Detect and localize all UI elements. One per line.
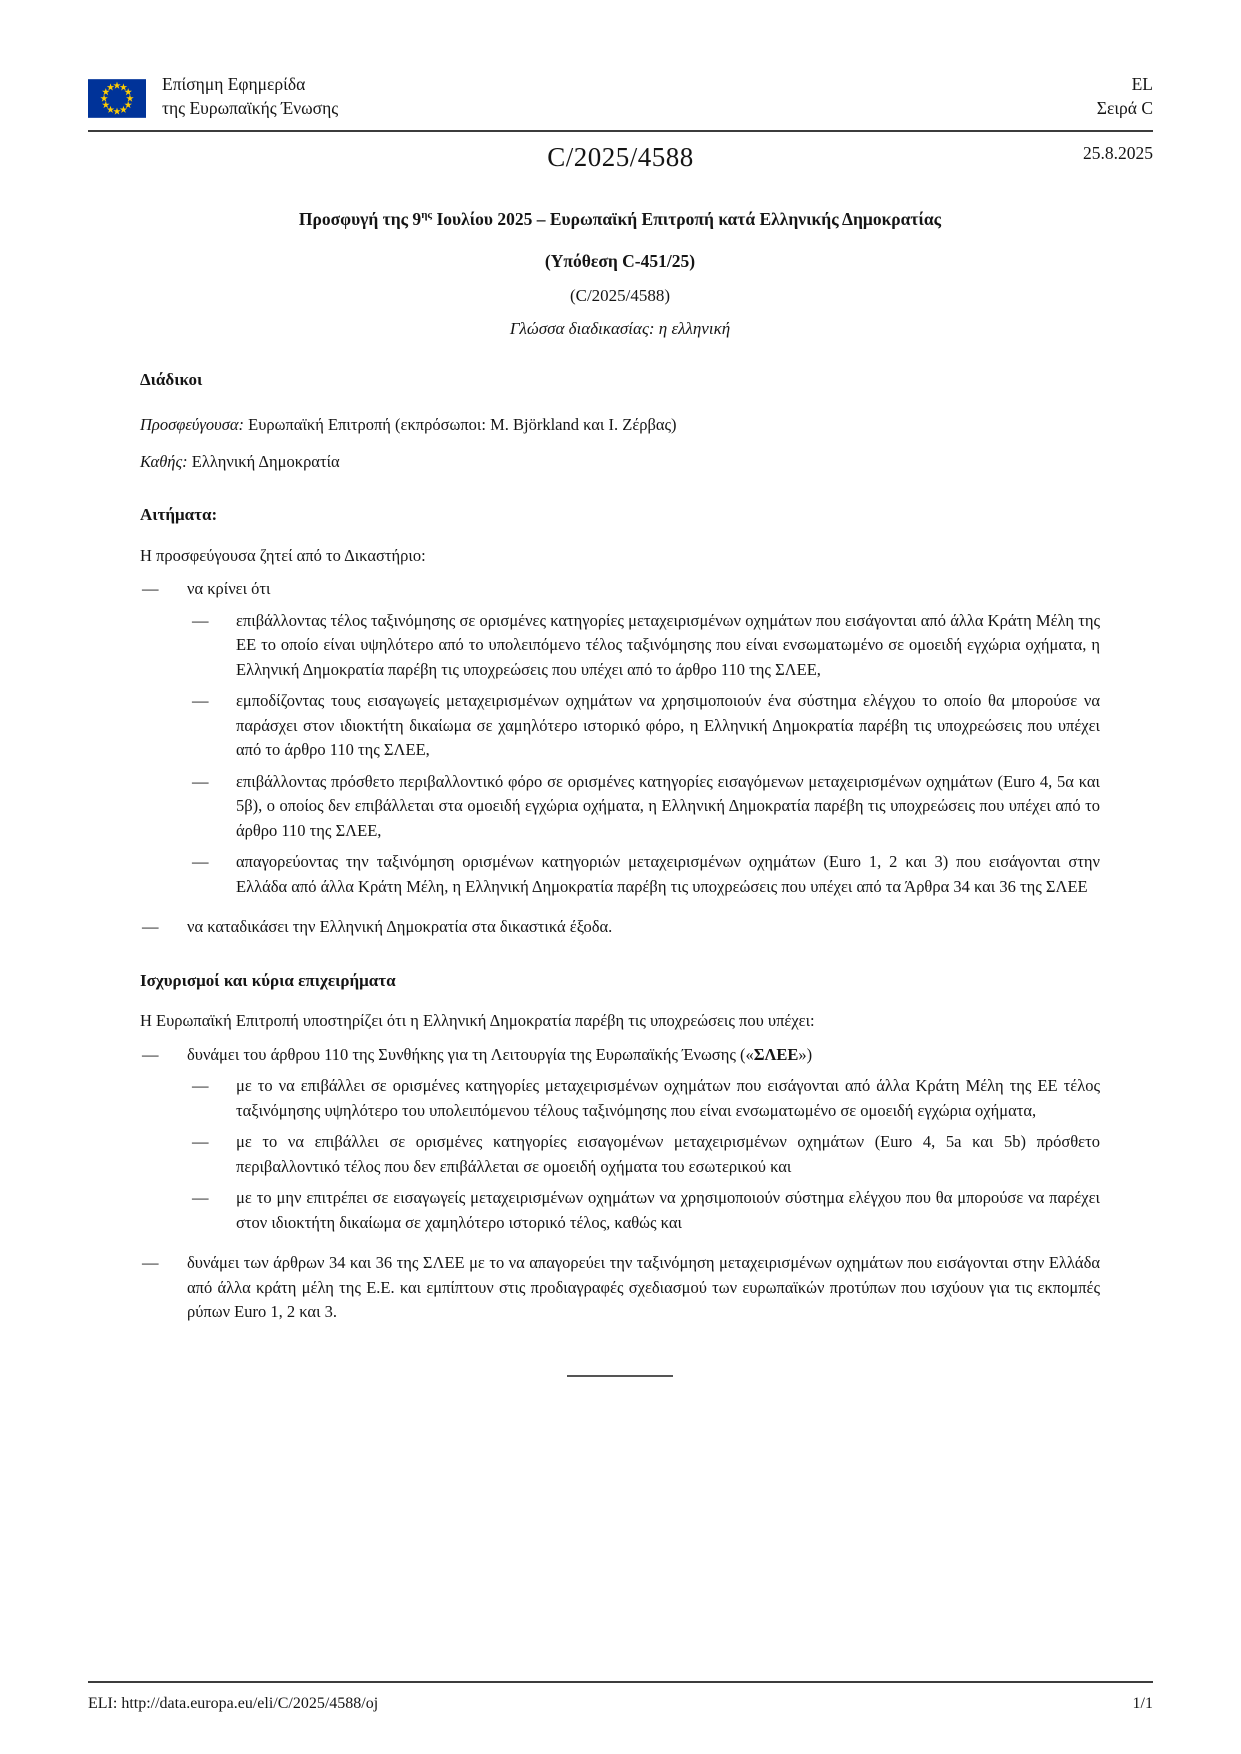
pleas-subitem-3 <box>192 1186 1100 1235</box>
header-left <box>88 72 338 120</box>
claims-item-1-label: να κρίνει ότι <box>187 579 271 599</box>
doc-reference: (C/2025/4588) <box>569 285 671 305</box>
language-code: EL <box>1131 74 1153 94</box>
pleas-subitem-2 <box>192 1130 1100 1179</box>
journal-title <box>162 72 338 120</box>
procedure-language: Γλώσσα διαδικασίας: η ελληνική <box>509 319 731 339</box>
page-number: 1/1 <box>1132 1694 1153 1712</box>
pleas-item-1-abbr: ΣΛΕΕ <box>753 1044 799 1064</box>
pleas-item-1 <box>140 1043 1100 1068</box>
doc-number-row <box>88 137 1153 177</box>
defendant-label: Καθής: <box>140 451 188 471</box>
dash-bullet: — <box>142 1044 159 1064</box>
claims-subitem-2-text: εμποδίζοντας τους εισαγωγείς μεταχειρισμένων οχημάτων να χρησιμοποιούν ένα σύστημα ελέγχου το οποίο θα μπορούσε να παράσχει στον ιδιοκτήτη δικαίωμα σε χαμηλότερο ιστορικό φόρο, η Ελληνική Δημοκρατία παρέβη τις υποχρεώσεις που υπέχει από το άρθρο 110 της ΣΛΕΕ, <box>236 691 1100 760</box>
title-block <box>140 203 1100 342</box>
journal-title-line1: Επίσημη Εφημερίδα <box>162 74 306 94</box>
dash-bullet: — <box>142 917 159 937</box>
dash-bullet: — <box>192 610 209 630</box>
claims-item-2 <box>140 915 1100 940</box>
action-title-suffix: Ιουλίου 2025 – Ευρωπαϊκή Επιτροπή κατά Ελληνικής Δημοκρατίας <box>432 208 942 229</box>
applicant-text: Ευρωπαϊκή Επιτροπή (εκπρόσωποι: M. Björkland και Ι. Ζέρβας) <box>244 415 677 435</box>
pleas-subitem-2-text: με το να επιβάλλει σε ορισμένες κατηγορίες εισαγομένων μεταχειρισμένων οχημάτων (Euro 4, 5a και 5b) πρόσθετο περιβαλλοντικό τέλος που δεν επιβάλλεται σε ομοειδή οχήματα του εσωτερικού και <box>236 1132 1100 1176</box>
pleas-item-1-suffix: ») <box>798 1044 813 1064</box>
pleas-subitem-1 <box>192 1074 1100 1123</box>
dash-bullet: — <box>142 579 159 599</box>
footer <box>88 1681 1153 1717</box>
pleas-intro: Η Ευρωπαϊκή Επιτροπή υποστηρίζει ότι η Ελληνική Δημοκρατία παρέβη τις υποχρεώσεις που υπέχει: <box>140 1011 815 1031</box>
dash-bullet: — <box>192 1132 209 1152</box>
claims-subitem-4 <box>192 850 1100 899</box>
claims-subitem-4-text: απαγορεύοντας την ταξινόμηση ορισμένων κατηγοριών μεταχειρισμένων οχημάτων (Euro 1, 2 και 3) που εισάγονται στην Ελλάδα από άλλα Κράτη Μέλη, η Ελληνική Δημοκρατία παρέβη τις υποχρεώσεις που υπέχει από τα Άρθρα 34 και 36 της ΣΛΕΕ <box>236 852 1100 896</box>
journal-title-line2: της Ευρωπαϊκής Ένωσης <box>162 98 339 118</box>
doc-number: C/2025/4588 <box>547 142 694 172</box>
claims-item-1 <box>140 577 1100 602</box>
dash-bullet: — <box>142 1253 159 1273</box>
pleas-item-2 <box>140 1251 1100 1325</box>
header-right <box>1097 72 1153 120</box>
end-separator <box>567 1375 673 1377</box>
pleas-subitem-1-text: με το να επιβάλλει σε ορισμένες κατηγορίες μεταχειρισμένων οχημάτων που εισάγονται από άλλα Κράτη Μέλη της ΕΕ τέλος ταξινόμησης υψηλότερο του υπολειπόμενου τέλους ταξινόμησης που είναι ενσωματωμένο σε ομοειδή εγχώρια οχήματα, <box>236 1076 1100 1120</box>
applicant-label: Προσφεύγουσα: <box>140 415 245 435</box>
pleas-heading: Ισχυρισμοί και κύρια επιχειρήματα <box>140 970 396 990</box>
document-body <box>140 368 1100 1377</box>
eu-flag-icon <box>88 79 146 118</box>
action-title-superscript: ης <box>421 209 433 221</box>
claims-item-2-text: να καταδικάσει την Ελληνική Δημοκρατία στα δικαστικά έξοδα. <box>187 917 613 937</box>
claims-heading: Αιτήματα: <box>140 505 218 525</box>
defendant-line <box>140 450 1100 475</box>
dash-bullet: — <box>192 1188 209 1208</box>
pleas-subitem-3-text: με το μην επιτρέπει σε εισαγωγείς μεταχειρισμένων οχημάτων να χρησιμοποιούν σύστημα ελέγχου που θα μπορούσε να παρέχει στον ιδιοκτήτη δικαίωμα σε χαμηλότερο ιστορικό τέλος, καθώς και <box>236 1188 1100 1232</box>
claims-subitem-3-text: επιβάλλοντας πρόσθετο περιβαλλοντικό φόρο σε ορισμένες κατηγορίες εισαγόμενων μεταχειρισμένων οχημάτων (Euro 4, 5α και 5β), ο οποίος δεν επιβάλλεται στα ομοειδή εγχώρια οχήματα, η Ελληνική Δημοκρατία παρέβη τις υποχρεώσεις που υπέχει από το άρθρο 110 της ΣΛΕΕ, <box>236 771 1100 840</box>
dash-bullet: — <box>192 1076 209 1096</box>
dash-bullet: — <box>192 852 209 872</box>
case-number: (Υπόθεση C-451/25) <box>544 251 696 272</box>
claims-intro: Η προσφεύγουσα ζητεί από το Δικαστήριο: <box>140 545 426 565</box>
action-title <box>140 203 1100 231</box>
claims-subitem-1-text: επιβάλλοντας τέλος ταξινόμησης σε ορισμένες κατηγορίες μεταχειρισμένων οχημάτων που εισάγονται από άλλα Κράτη Μέλη της ΕΕ το οποίο είναι υψηλότερο από το υπολειπόμενο τέλος ταξινόμησης που είναι ενσωματωμένο σε ομοειδή εγχώρια οχήματα, η Ελληνική Δημοκρατία παρέβη τις υποχρεώσεις που υπέχει από το άρθρο 110 της ΣΛΕΕ, <box>236 610 1100 679</box>
eli-link[interactable]: ELI: http://data.europa.eu/eli/C/2025/4588/oj <box>88 1694 379 1712</box>
defendant-text: Ελληνική Δημοκρατία <box>187 451 340 471</box>
applicant-line <box>140 413 1100 438</box>
header <box>88 0 1153 120</box>
header-rule <box>88 130 1153 132</box>
dash-bullet: — <box>192 691 209 711</box>
claims-subitem-2 <box>192 689 1100 763</box>
action-title-prefix: Προσφυγή της 9 <box>298 208 422 229</box>
claims-subitem-3 <box>192 770 1100 844</box>
series-label: Σειρά C <box>1096 98 1153 118</box>
pleas-item-2-text: δυνάμει των άρθρων 34 και 36 της ΣΛΕΕ με το να απαγορεύει την ταξινόμηση μεταχειρισμένων οχημάτων που εισάγονται στην Ελλάδα από άλλα κράτη μέλη της Ε.Ε. και εμπίπτουν στις προδιαγραφές σχεδιασμού των ευρωπαϊκών προτύπων που ισχύουν για τις εκπομπές ρύπων Euro 1, 2 και 3. <box>187 1253 1100 1322</box>
pleas-item-1-prefix: δυνάμει του άρθρου 110 της Συνθήκης για τη Λειτουργία της Ευρωπαϊκής Ένωσης (« <box>187 1044 754 1064</box>
parties-heading: Διάδικοι <box>140 369 203 389</box>
publication-date: 25.8.2025 <box>1083 143 1153 163</box>
claims-subitem-1 <box>192 609 1100 683</box>
dash-bullet: — <box>192 771 209 791</box>
